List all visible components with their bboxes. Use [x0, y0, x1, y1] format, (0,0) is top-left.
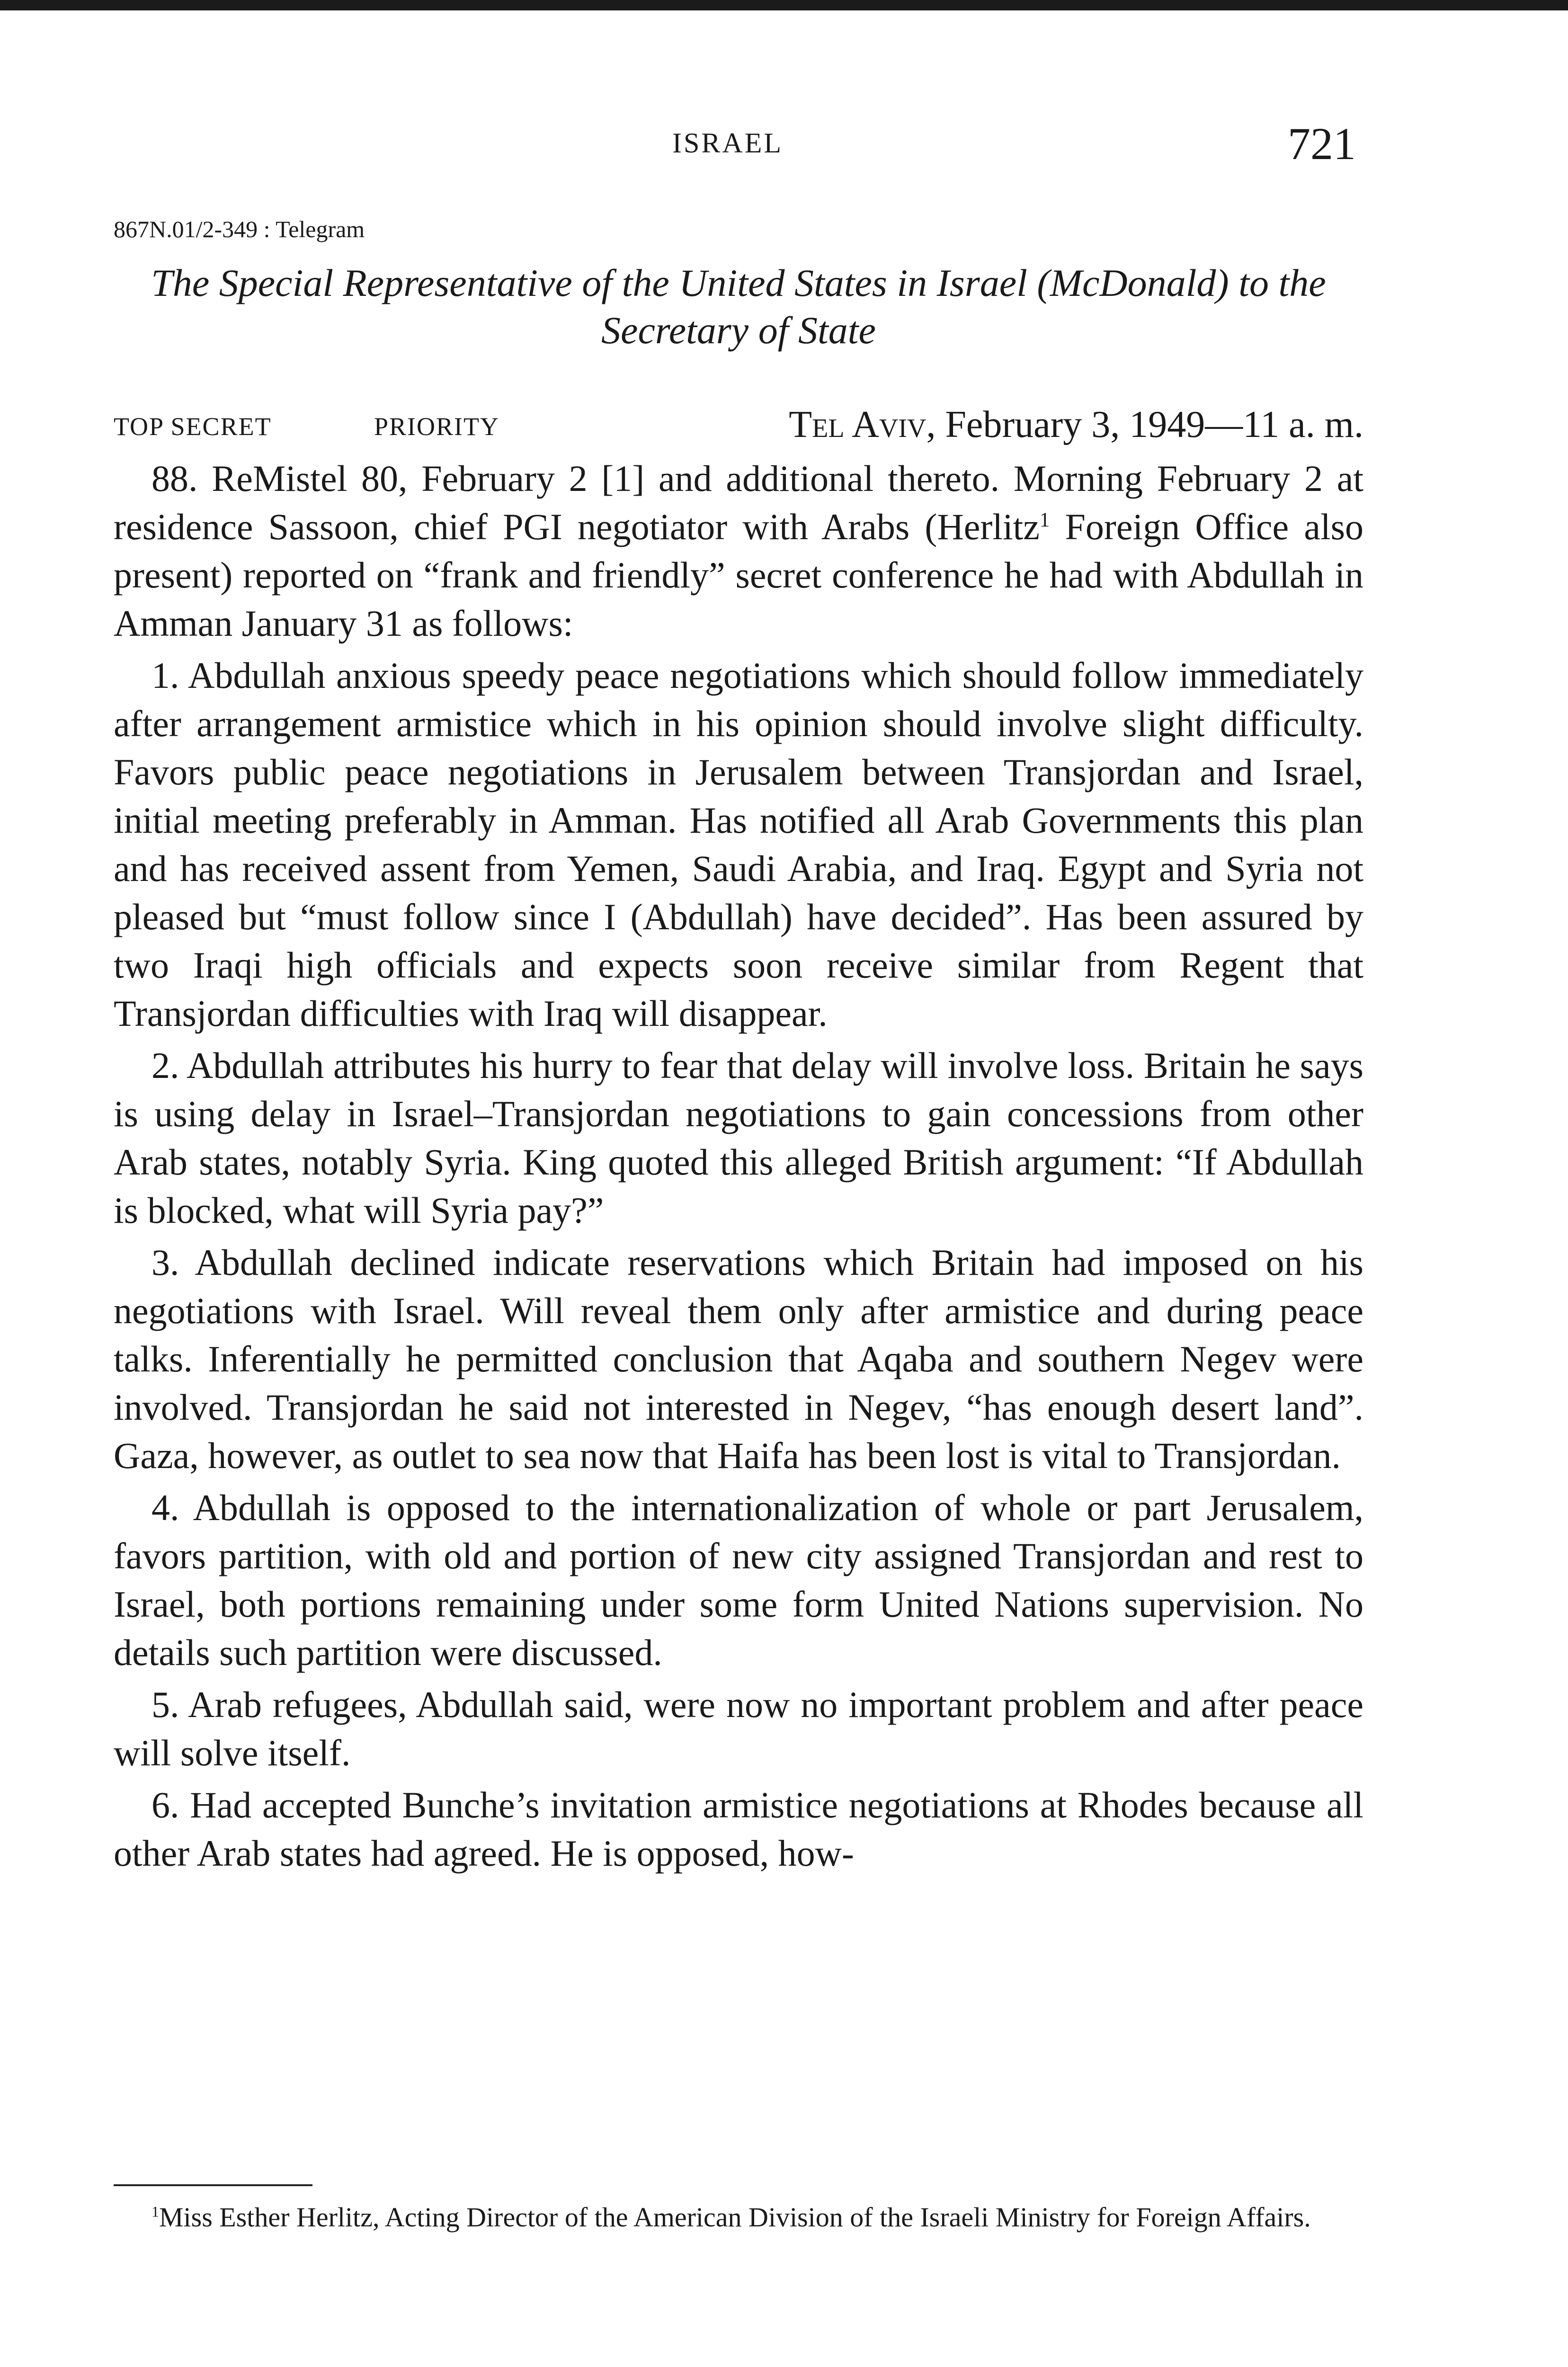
point-paragraph: 2. Abdullah attributes his hurry to fear that delay will involve loss. Britain he says is using delay in Israel–Transjordan negotiations to gain concessions from other Arab states, notably Syria. King quoted this alleged British argument: “If Abdullah is blocked, what will Syria pay?”	[114, 1045, 1363, 1231]
point-paragraph: 3. Abdullah declined indicate reservations which Britain had imposed on his negotiations with Israel. Will reveal them only after armistice and during peace talks. Inferentially he permitted conclusion that Aqaba and southern Negev were involved. Transjordan he said not interested in Negev, “has enough desert land”. Gaza, however, as outlet to sea now that Haifa has been lost is vital to Transjordan.	[114, 1242, 1363, 1476]
intro-text-start: 88. ReMistel 80, February 2 [1] and additional thereto. Morning February 2 at residence Sassoon, chief PGI negotiator with Arabs (Herlitz	[114, 458, 1363, 547]
point-paragraph: 4. Abdullah is opposed to the internationalization of whole or part Jerusalem, favors partition, with old and portion of new city assigned Transjordan and rest to Israel, both portions remaining under some form United Nations supervision. No details such partition were discussed.	[114, 1487, 1363, 1673]
intro-paragraph	[114, 454, 1363, 648]
priority-label: PRIORITY	[374, 412, 500, 441]
point-paragraph: 1. Abdullah anxious speedy peace negotiations which should follow immediately after arrangement armistice which in his opinion should involve slight difficulty. Favors public peace negotiations in Jerusalem between Transjordan and Israel, initial meeting preferably in Amman. Has notified all Arab Governments this plan and has received assent from Yemen, Saudi Arabia, and Iraq. Egypt and Syria not pleased but “must follow since I (Abdullah) have decided”. Has been assured by two Iraqi high officials and expects soon receive similar from Regent that Transjordan difficulties with Iraq will disappear.	[114, 655, 1363, 1034]
footnote-text: Miss Esther Herlitz, Acting Director of the American Division of the Israeli Ministry for Foreign Affairs.	[159, 2202, 1311, 2233]
footnote-divider	[114, 2184, 312, 2186]
file-reference: 867N.01/2-349 : Telegram	[114, 216, 365, 242]
point-paragraph: 5. Arab refugees, Abdullah said, were now no important problem and after peace will solve itself.	[114, 1684, 1363, 1773]
document-title: The Special Representative of the United States in Israel (McDonald) to the Secretary of State	[151, 261, 1326, 352]
dateline	[789, 403, 1363, 446]
point-paragraph: 6. Had accepted Bunche’s invitation armistice negotiations at Rhodes because all other Arab states had agreed. He is opposed, how-	[114, 1784, 1363, 1874]
dateline-datetime: February 3, 1949—11 a. m.	[945, 404, 1363, 445]
footnote-marker: 1	[151, 2203, 159, 2220]
intro-text-end: Foreign Office also present) reported on “frank and friendly” secret conference he had with Abdullah in Amman January 31 as follows:	[114, 506, 1363, 644]
footnote-reference: 1	[1039, 509, 1050, 531]
telegram-body	[114, 454, 1363, 1878]
classification-label: TOP SECRET	[114, 412, 272, 441]
footnote	[114, 2201, 1363, 2234]
page-number: 721	[1288, 118, 1356, 169]
top-border-rule	[0, 0, 1568, 10]
dateline-place: Tel Aviv,	[789, 404, 936, 445]
running-head: ISRAEL	[672, 127, 783, 159]
